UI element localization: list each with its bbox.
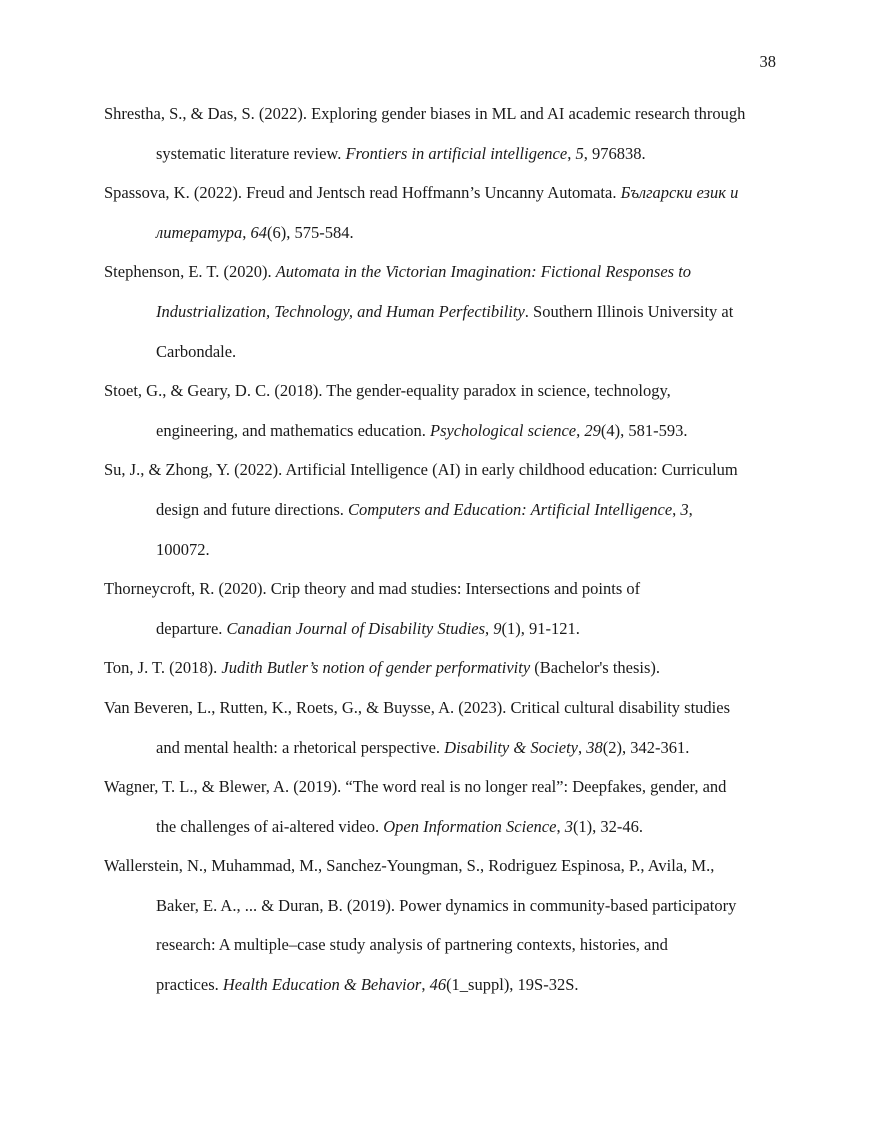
reference-italic-text: 3 xyxy=(564,816,573,836)
reference-text: , xyxy=(576,420,585,440)
reference-text: , xyxy=(421,975,430,995)
reference-continuation-line xyxy=(104,530,778,570)
reference-continuation-line xyxy=(104,886,778,926)
reference-continuation-line xyxy=(104,213,778,253)
reference-first-line xyxy=(104,846,778,886)
reference-text: , xyxy=(242,222,251,242)
reference-entry xyxy=(104,767,778,846)
reference-entry xyxy=(104,252,778,371)
reference-text: design and future directions. xyxy=(156,499,348,519)
reference-italic-text: Industrialization, Technology, and Human Perfectibility xyxy=(156,301,525,321)
reference-continuation-line xyxy=(104,925,778,965)
reference-italic-text: Canadian Journal of Disability Studies xyxy=(226,618,486,638)
reference-continuation-line xyxy=(104,609,778,649)
reference-text: . Southern Illinois University at xyxy=(524,301,734,321)
reference-text: systematic literature review. xyxy=(156,143,346,163)
reference-entry xyxy=(104,450,778,569)
reference-text: Carbondale. xyxy=(156,341,237,361)
reference-first-line xyxy=(104,569,778,609)
reference-first-line xyxy=(104,173,778,213)
reference-italic-text: Български език и xyxy=(620,183,739,203)
reference-italic-text: 64 xyxy=(250,222,268,242)
reference-first-line xyxy=(104,648,778,688)
reference-entry xyxy=(104,569,778,648)
reference-entry xyxy=(104,846,778,1004)
reference-text: Van Beveren, L., Rutten, K., Roets, G., & Buysse, A. (2023). Critical cultural disability studies xyxy=(104,697,731,717)
reference-text: (6), 575-584. xyxy=(267,222,354,242)
reference-italic-text: 46 xyxy=(429,975,447,995)
reference-text: (1), 91-121. xyxy=(501,618,580,638)
reference-entry xyxy=(104,94,778,173)
reference-italic-text: Psychological science xyxy=(429,420,577,440)
reference-continuation-line xyxy=(104,411,778,451)
reference-italic-text: Open Information Science xyxy=(383,816,557,836)
reference-continuation-line xyxy=(104,807,778,847)
reference-italic-text: 9 xyxy=(493,618,502,638)
reference-text: (4), 581-593. xyxy=(600,420,688,440)
reference-text: 100072. xyxy=(156,539,210,559)
reference-first-line xyxy=(104,767,778,807)
reference-continuation-line xyxy=(104,490,778,530)
reference-text: (Bachelor's thesis). xyxy=(530,658,661,678)
reference-italic-text: Health Education & Behavior xyxy=(222,975,422,995)
reference-text: Stephenson, E. T. (2020). xyxy=(104,262,276,282)
reference-continuation-line xyxy=(104,292,778,332)
reference-text: the challenges of ai-altered video. xyxy=(156,816,384,836)
reference-first-line xyxy=(104,94,778,134)
reference-text: , xyxy=(485,618,494,638)
reference-text: , 976838. xyxy=(583,143,646,163)
reference-text: , xyxy=(672,499,681,519)
reference-continuation-line xyxy=(104,332,778,372)
reference-list xyxy=(104,94,778,1005)
reference-entry xyxy=(104,648,778,688)
reference-text: (1), 32-46. xyxy=(572,816,644,836)
reference-text: Ton, J. T. (2018). xyxy=(104,658,222,678)
reference-text: departure. xyxy=(156,618,227,638)
reference-text: research: A multiple–case study analysis of partnering contexts, histories, and xyxy=(156,935,668,955)
reference-text: Shrestha, S., & Das, S. (2022). Exploring gender biases in ML and AI academic research through xyxy=(104,104,746,123)
reference-text: and mental health: a rhetorical perspective. xyxy=(156,737,445,757)
reference-italic-text: Frontiers in artificial intelligence xyxy=(345,143,568,163)
reference-text: engineering, and mathematics education. xyxy=(156,420,430,440)
reference-text: (1_suppl), 19S-32S. xyxy=(446,975,579,995)
reference-italic-text: 38 xyxy=(586,737,603,757)
reference-first-line xyxy=(104,450,778,490)
reference-first-line xyxy=(104,688,778,728)
page-number: 38 xyxy=(759,52,776,71)
reference-entry xyxy=(104,371,778,450)
reference-continuation-line xyxy=(104,134,778,174)
reference-continuation-line xyxy=(104,965,778,1005)
reference-italic-text: 29 xyxy=(584,420,601,440)
reference-continuation-line xyxy=(104,728,778,768)
reference-text: Su, J., & Zhong, Y. (2022). Artificial Intelligence (AI) in early childhood education: Curriculum xyxy=(104,460,738,480)
reference-text: , xyxy=(688,499,693,519)
reference-italic-text: 5 xyxy=(575,143,584,163)
reference-text: , xyxy=(577,737,587,757)
reference-text: practices. xyxy=(156,975,223,995)
reference-text: , xyxy=(567,143,576,163)
reference-text: (2), 342-361. xyxy=(602,737,690,757)
reference-text: Spassova, K. (2022). Freud and Jentsch read Hoffmann’s Uncanny Automata. xyxy=(104,183,621,203)
reference-entry xyxy=(104,688,778,767)
reference-text: Stoet, G., & Geary, D. C. (2018). The gender-equality paradox in science, technology, xyxy=(104,381,671,401)
reference-italic-text: Computers and Education: Artificial Intelligence xyxy=(348,499,673,519)
reference-italic-text: 3 xyxy=(680,499,689,519)
reference-first-line xyxy=(104,371,778,411)
reference-text: Wagner, T. L., & Blewer, A. (2019). “The word real is no longer real”: Deepfakes, gender, and xyxy=(104,777,727,797)
reference-entry xyxy=(104,173,778,252)
reference-text: , xyxy=(556,816,565,836)
reference-text: Baker, E. A., ... & Duran, B. (2019). Power dynamics in community-based participatory xyxy=(156,895,737,915)
reference-italic-text: литература xyxy=(156,222,243,242)
reference-italic-text: Disability & Society xyxy=(444,737,578,757)
reference-text: Thorneycroft, R. (2020). Crip theory and mad studies: Intersections and points of xyxy=(104,579,641,599)
reference-italic-text: Judith Butler’s notion of gender performativity xyxy=(221,658,531,678)
reference-first-line xyxy=(104,252,778,292)
reference-text: Wallerstein, N., Muhammad, M., Sanchez-Youngman, S., Rodriguez Espinosa, P., Avila, M., xyxy=(104,856,715,876)
reference-italic-text: Automata in the Victorian Imagination: Fictional Responses to xyxy=(275,262,692,282)
